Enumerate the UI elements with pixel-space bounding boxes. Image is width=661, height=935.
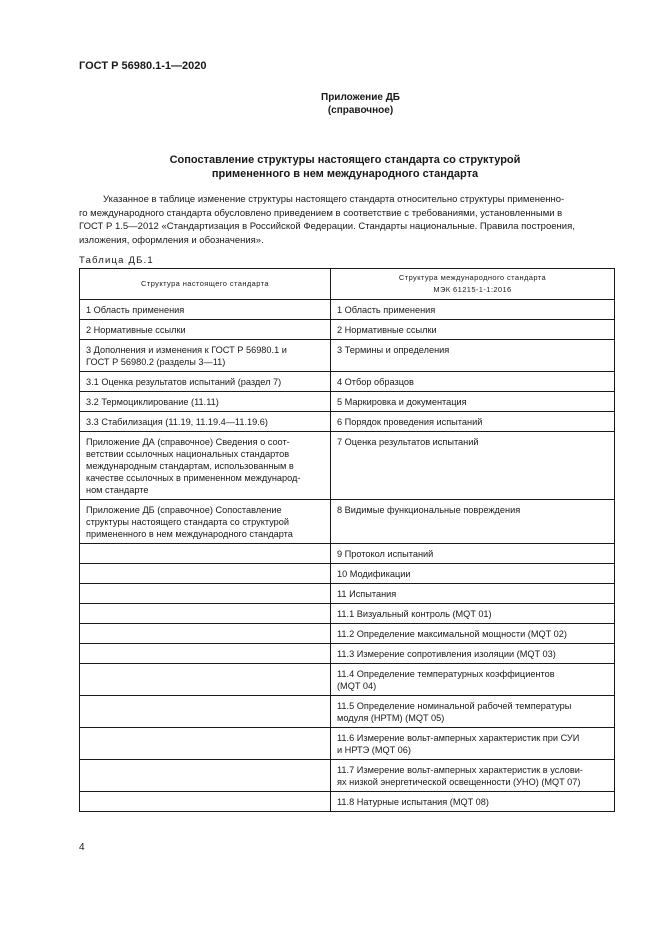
table-row — [80, 624, 615, 644]
intro-paragraph — [79, 193, 614, 247]
table-cell-left — [80, 412, 331, 432]
table-cell-right — [331, 760, 615, 792]
table-cell-right — [331, 584, 615, 604]
table-cell-right — [331, 372, 615, 392]
cell-line: 8 Видимые функциональные повреждения — [337, 505, 521, 515]
cell-line: 3.3 Стабилизация (11.19, 11.19.4—11.19.6) — [86, 417, 268, 427]
table-cell-left — [80, 544, 331, 564]
cell-line: примененного в нем международного стандарта — [86, 529, 293, 539]
table-cell-right — [331, 392, 615, 412]
cell-line: ветствии ссылочных национальных стандартов — [86, 449, 290, 459]
table-cell-left — [80, 728, 331, 760]
table-cell-right — [331, 412, 615, 432]
cell-line: 3 Дополнения и изменения к ГОСТ Р 56980.1 и — [86, 345, 287, 355]
cell-line: 3 Термины и определения — [337, 345, 450, 355]
table-cell-left — [80, 644, 331, 664]
cell-line: ГОСТ Р 56980.2 (разделы 3—11) — [86, 357, 226, 367]
cell-line: 5 Маркировка и документация — [337, 397, 467, 407]
header-left — [80, 269, 331, 300]
table-cell-right — [331, 664, 615, 696]
structure-comparison-table — [79, 268, 615, 812]
table-row — [80, 340, 615, 372]
table-header-row — [80, 269, 615, 300]
cell-line: 11 Испытания — [337, 589, 397, 599]
table-row — [80, 372, 615, 392]
table-row — [80, 664, 615, 696]
cell-line: 10 Модификации — [337, 569, 411, 579]
cell-line: 11.3 Измерение сопротивления изоляции (MQT 03) — [337, 649, 556, 659]
table-cell-left — [80, 584, 331, 604]
table-cell-left — [80, 392, 331, 412]
table-cell-left — [80, 432, 331, 500]
table-cell-right — [331, 300, 615, 320]
cell-line: Приложение ДБ (справочное) Сопоставление — [86, 505, 282, 515]
table-cell-left — [80, 696, 331, 728]
table-cell-left — [80, 320, 331, 340]
cell-line: 6 Порядок проведения испытаний — [337, 417, 483, 427]
table-row — [80, 792, 615, 812]
table-cell-right — [331, 432, 615, 500]
table-cell-right — [331, 644, 615, 664]
table-row — [80, 644, 615, 664]
table-cell-left — [80, 372, 331, 392]
table-row — [80, 300, 615, 320]
cell-line: 3.1 Оценка результатов испытаний (раздел 7) — [86, 377, 282, 387]
cell-line: Приложение ДА (справочное) Сведения о соот- — [86, 437, 290, 447]
table-cell-right — [331, 564, 615, 584]
paragraph-line: изложения, оформления и обозначения». — [79, 234, 264, 246]
table-cell-right — [331, 544, 615, 564]
appendix-subtitle: (справочное) — [327, 105, 394, 116]
table-cell-left — [80, 500, 331, 544]
section-heading — [110, 153, 580, 181]
cell-line: 1 Область применения — [337, 305, 436, 315]
cell-line: (MQT 04) — [337, 681, 377, 691]
table-row — [80, 432, 615, 500]
paragraph-line: ГОСТ Р 1.5—2012 «Стандартизация в Российской Федерации. Стандарты национальные. Правила построения, — [79, 221, 575, 232]
header-right-line: МЭК 61215-1-1:2016 — [433, 285, 512, 294]
header-left-text: Структура настоящего стандарта — [141, 279, 269, 288]
paragraph-line: Указанное в таблице изменение структуры настоящего стандарта относительно структуры примененно- — [103, 194, 565, 205]
table-row — [80, 564, 615, 584]
cell-line: 11.6 Измерение вольт-амперных характеристик при СУИ — [337, 733, 580, 743]
table-row — [80, 604, 615, 624]
cell-line: 1 Область применения — [86, 305, 185, 315]
cell-line: 11.7 Измерение вольт-амперных характеристик в услови- — [337, 765, 583, 775]
table-cell-right — [331, 728, 615, 760]
cell-line: 9 Протокол испытаний — [337, 549, 434, 559]
appendix-title: Приложение ДБ — [321, 92, 400, 103]
header-right — [331, 269, 615, 300]
table-cell-left — [80, 564, 331, 584]
cell-line: качестве ссылочных в примененном международ- — [86, 473, 301, 483]
table-cell-left — [80, 792, 331, 812]
cell-line: 11.2 Определение максимальной мощности (MQT 02) — [337, 629, 567, 639]
table-cell-left — [80, 604, 331, 624]
header-right-line: Структура международного стандарта — [398, 273, 547, 282]
cell-line: 11.5 Определение номинальной рабочей температуры — [337, 701, 572, 711]
cell-line: 11.1 Визуальный контроль (MQT 01) — [337, 609, 492, 619]
section-heading-line: примененного в нем международного стандарта — [211, 168, 479, 180]
table-body — [80, 300, 615, 812]
cell-line: и НРТЭ (MQT 06) — [337, 745, 411, 755]
table-cell-right — [331, 340, 615, 372]
cell-line: 2 Нормативные ссылки — [86, 325, 186, 335]
cell-line: 4 Отбор образцов — [337, 377, 414, 387]
table-cell-right — [331, 696, 615, 728]
table-cell-left — [80, 300, 331, 320]
table-row — [80, 696, 615, 728]
table-row — [80, 584, 615, 604]
table-row — [80, 412, 615, 432]
table-cell-left — [80, 624, 331, 644]
table-row — [80, 544, 615, 564]
cell-line: 3.2 Термоциклирование (11.11) — [86, 397, 219, 407]
table-cell-right — [331, 500, 615, 544]
table-cell-right — [331, 624, 615, 644]
cell-line: модуля (НРТМ) (MQT 05) — [337, 713, 445, 723]
cell-line: структуры настоящего стандарта со структурой — [86, 517, 289, 527]
cell-line: международным стандартам, использованным в — [86, 461, 294, 471]
cell-line: ном стандарте — [86, 485, 149, 495]
table-row — [80, 392, 615, 412]
table-row — [80, 320, 615, 340]
cell-line: 11.8 Натурные испытания (MQT 08) — [337, 797, 489, 807]
document-code: ГОСТ Р 56980.1-1—2020 — [79, 60, 207, 72]
paragraph-line: го международного стандарта обусловлено приведением в соответствие с требованиями, установленными в — [79, 207, 563, 219]
table-row — [80, 728, 615, 760]
page-number: 4 — [79, 842, 85, 853]
table-cell-left — [80, 760, 331, 792]
table-row — [80, 760, 615, 792]
cell-line: 11.4 Определение температурных коэффициентов — [337, 669, 555, 679]
table-cell-right — [331, 320, 615, 340]
cell-line: ях низкой энергетической освещенности (УНО) (MQT 07) — [337, 777, 581, 787]
table-caption: Таблица ДБ.1 — [79, 255, 154, 266]
table-cell-left — [80, 664, 331, 696]
table-cell-right — [331, 792, 615, 812]
table-row — [80, 500, 615, 544]
cell-line: 2 Нормативные ссылки — [337, 325, 437, 335]
table-cell-right — [331, 604, 615, 624]
table-cell-left — [80, 340, 331, 372]
cell-line: 7 Оценка результатов испытаний — [337, 437, 479, 447]
section-heading-line: Сопоставление структуры настоящего стандарта со структурой — [169, 154, 521, 166]
